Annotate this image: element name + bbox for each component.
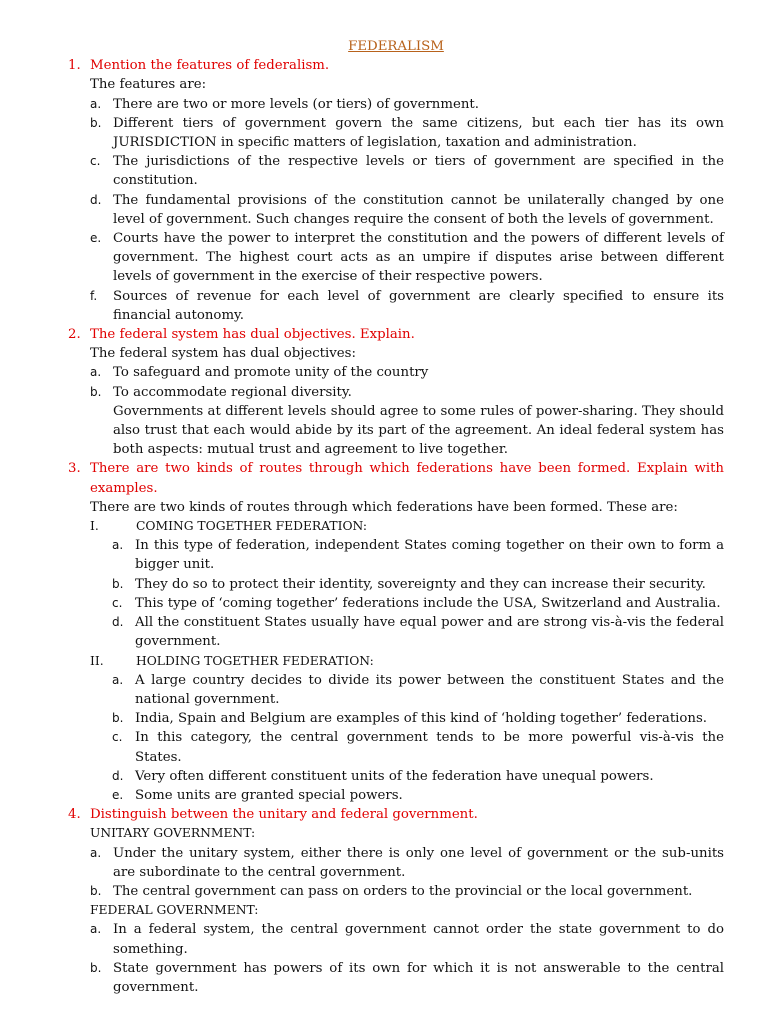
question-number: 2. [68, 327, 81, 343]
list-marker: d. [90, 192, 102, 207]
list-marker: a. [112, 672, 124, 687]
list-item-text: Under the unitary system, either there is only one level of government or the sub-units are subordinate to the central government. [113, 845, 724, 880]
section-heading-text: HOLDING TOGETHER FEDERATION: [136, 653, 374, 668]
list-item-text: In this category, the central government tends to be more powerful vis-à-vis the States. [135, 730, 724, 765]
unitary-heading: UNITARY GOVERNMENT: [90, 826, 256, 841]
answer-intro: There are two kinds of routes through which federations have been formed. These are: [90, 499, 678, 515]
list-marker: b. [90, 384, 102, 399]
list-item [68, 536, 724, 574]
question-3 [68, 459, 724, 497]
list-item-text: India, Spain and Belgium are examples of this kind of ‘holding together’ federations. [135, 711, 708, 727]
list-marker: e. [90, 231, 102, 246]
list-item [68, 613, 724, 651]
list-item [68, 882, 724, 901]
section-heading-text: COMING TOGETHER FEDERATION: [136, 519, 367, 534]
list-item-text: Sources of revenue for each level of government are clearly specified to ensure its financial autonomy. [113, 288, 724, 323]
list-item-text: To safeguard and promote unity of the country [113, 365, 429, 381]
page-title: FEDERALISM [348, 39, 444, 54]
list-item-text: Courts have the power to interpret the constitution and the powers of different levels of government. The highest court acts as an umpire if disputes arise between different levels of government in the exercise of their respective powers. [113, 231, 724, 285]
list-item-text: In a federal system, the central government cannot order the state government to do something. [113, 922, 724, 957]
question-text: There are two kinds of routes through which federations have been formed. Explain with examples. [90, 461, 724, 496]
question-number: 1. [68, 58, 81, 74]
list-item-text: Some units are granted special powers. [135, 787, 403, 803]
question-number: 3. [68, 461, 81, 477]
list-item-text: This type of ‘coming together’ federations include the USA, Switzerland and Australia. [135, 595, 721, 611]
list-item [68, 95, 724, 114]
list-item [68, 671, 724, 709]
list-item [68, 229, 724, 287]
list-item [68, 191, 724, 229]
section-marker: I. [90, 519, 99, 534]
list-marker: e. [112, 787, 124, 802]
list-marker: a. [112, 538, 124, 553]
list-item [68, 287, 724, 325]
federal-heading: FEDERAL GOVERNMENT: [90, 903, 259, 918]
list-marker: c. [112, 595, 123, 610]
question-4 [68, 805, 724, 824]
list-marker: d. [112, 768, 124, 783]
list-item [68, 920, 724, 958]
question-2 [68, 325, 724, 344]
list-marker: d. [112, 615, 124, 630]
list-item [68, 709, 724, 728]
list-item-text: A large country decides to divide its power between the constituent States and the national government. [135, 672, 724, 707]
list-marker: a. [90, 922, 102, 937]
question-text: Mention the features of federalism. [90, 58, 330, 74]
list-item-text: The jurisdictions of the respective levels or tiers of government are specified in the constitution. [113, 154, 724, 189]
list-item [68, 363, 724, 382]
question-text: The federal system has dual objectives. Explain. [90, 327, 415, 343]
question-text: Distinguish between the unitary and federal government. [90, 807, 478, 823]
list-item [68, 383, 724, 402]
list-item [68, 594, 724, 613]
answer-intro: The federal system has dual objectives: [90, 346, 356, 362]
list-marker: b. [90, 115, 102, 130]
list-item [68, 114, 724, 152]
list-item-text: There are two or more levels (or tiers) of government. [113, 96, 479, 112]
list-item-text: State government has powers of its own for which it is not answerable to the central government. [113, 960, 724, 995]
section-heading [68, 652, 724, 671]
section-heading [68, 517, 724, 536]
answer-intro: The features are: [90, 77, 207, 93]
list-item [68, 786, 724, 805]
list-item-text: The central government can pass on orders to the provincial or the local government. [113, 883, 693, 899]
list-marker: f. [90, 288, 98, 303]
list-marker: c. [90, 154, 101, 169]
list-marker: a. [90, 365, 102, 380]
section-marker: II. [90, 653, 104, 668]
answer-paragraph: Governments at different levels should agree to some rules of power-sharing. They should also trust that each would abide by its part of the agreement. An ideal federal system has both aspects: mutual trust and agreement to live together. [113, 403, 724, 458]
list-item-text: In this type of federation, independent States coming together on their own to form a bigger unit. [135, 538, 724, 573]
list-item [68, 767, 724, 786]
list-item-text: Very often different constituent units of the federation have unequal powers. [135, 768, 654, 784]
list-marker: a. [90, 96, 102, 111]
list-item [68, 959, 724, 997]
list-item-text: They do so to protect their identity, sovereignty and they can increase their security. [135, 576, 706, 592]
list-marker: a. [90, 845, 102, 860]
list-item [68, 152, 724, 190]
list-marker: b. [90, 883, 102, 898]
list-item-text: All the constituent States usually have equal power and are strong vis-à-vis the federal government. [135, 615, 724, 650]
question-1 [68, 56, 724, 75]
list-marker: c. [112, 730, 123, 745]
list-item-text: Different tiers of government govern the same citizens, but each tier has its own JURISDICTION in specific matters of legislation, taxation and administration. [113, 115, 724, 151]
list-item [68, 844, 724, 882]
list-item [68, 728, 724, 766]
list-item-text: To accommodate regional diversity. [113, 384, 352, 400]
list-marker: b. [90, 960, 102, 975]
list-marker: b. [112, 711, 124, 726]
question-number: 4. [68, 807, 81, 823]
list-item-text: The fundamental provisions of the constitution cannot be unilaterally changed by one level of government. Such changes require the consent of both the levels of government. [113, 192, 724, 227]
list-marker: b. [112, 576, 124, 591]
list-item [68, 575, 724, 594]
